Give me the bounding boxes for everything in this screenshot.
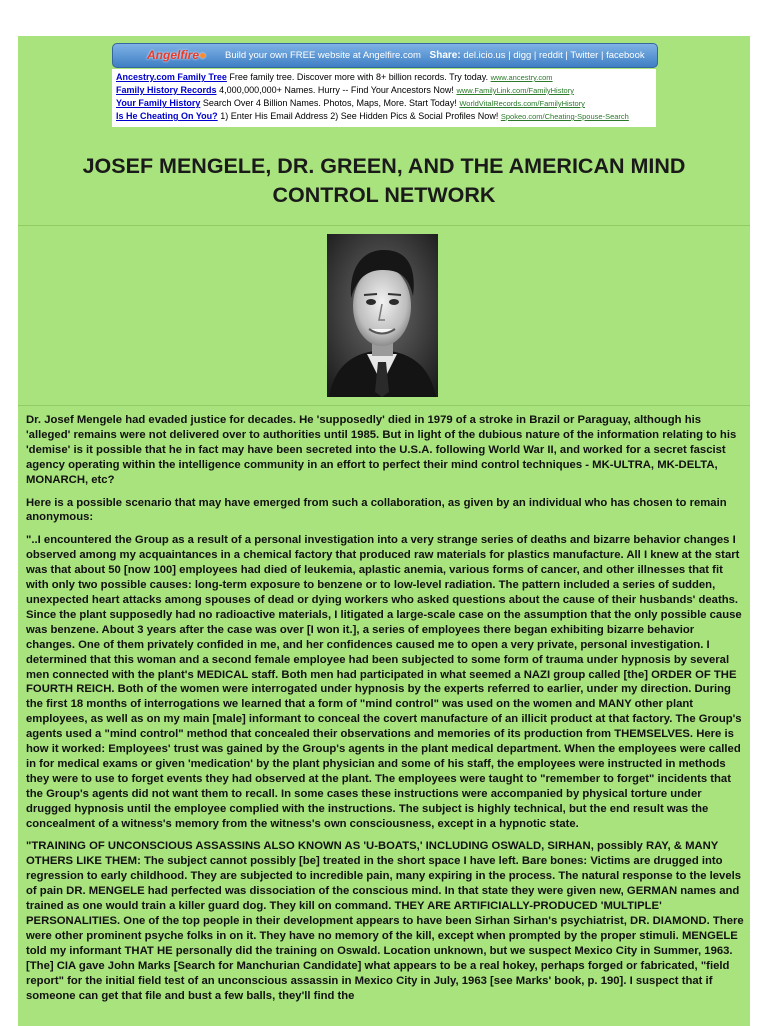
document-page <box>18 36 750 1026</box>
ad-url-link[interactable]: WorldVitalRecords.com/FamilyHistory <box>459 99 585 108</box>
ad-url-link[interactable]: www.FamilyLink.com/FamilyHistory <box>456 86 574 95</box>
divider <box>18 225 750 226</box>
ad-text: Free family tree. Discover more with 8+ billion records. Try today. <box>229 72 489 82</box>
sponsored-ads <box>112 69 656 127</box>
ad-item <box>116 110 652 123</box>
portrait-image <box>327 234 438 397</box>
angelfire-logo[interactable]: Angelfire● <box>147 48 207 62</box>
ad-title-link[interactable]: Your Family History <box>116 98 201 108</box>
paragraph: Dr. Josef Mengele had evaded justice for decades. He 'supposedly' died in 1979 of a stroke in Brazil or Paraguay, although his 'alleged' remains were not delivered over to authorities until 1985. But in light of the dubious nature of the information relating to his 'demise' is it possible that he in fact may have been secreted into the U.S.A. following World War II, and worked for a secret fascist agency operating within the intelligence community in an effort to perfect their mind control techniques - MK-ULTRA, MK-DELTA, MONARCH, etc? <box>26 414 737 486</box>
flame-icon: ● <box>199 48 207 62</box>
paragraph: "..I encountered the Group as a result of a personal investigation into a very strange series of deaths and bizarre behavior changes I observed among my acquaintances in a chemical factory that produced raw materials for plastics manufacture. All I knew at the start was that about 50 [now 100] employees had died of leukemia, aplastic anemia, various forms of cancer, and other illnesses that fit with only two possible causes: long-term exposure to benzene or to low-level radiation. The pattern included a series of sudden, unexpected heart attacks among spouses of dead or dying workers who asked questions about the cause of their husbands' deaths. Since the plant supposedly had no radioactive materials, I litigated a large-scale case on the assumption that the only possible cause was benzene. About 3 years after the case was over [I won it.], a series of employees there began exhibiting bizarre behavior changes. One of them privately confided in me, and her confidences caused me to open a very private, personal investigation. I determined that this woman and a second female employee had been subjected to some form of trauma under hypnosis by several men connected with the plant's MEDICAL staff. Both men had participated in what seemed a NAZI group called [the] ORDER OF THE FOURTH REICH. Both of the women were interrogated under hypnosis by the experts referred to earlier, under my direction. During the first 18 months of interrogations we learned that a form of "mind control" was used on the women and MANY other plant employees, as well as on my main [male] informant to conceal the covert manufacture of an illicit product at that factory. The Group's agents used a "mind control" method that concealed their observations and memories of its production from THEMSELVES. Here is how it worked: Employees' trust was gained by the Group's agents in the plant medical department. When the employees were called in for medical exams or given 'medication' by the plant physician and some of his staff, the employees were instructed in methods they were to use to forget events they had observed at the plant. The employees were taught to "remember to forget" incidents that the Group's agents did not want them to recall. In some cases these instructions were accompanied by physical torture under drugged hypnosis until the employee complied with the instructions. The subject is highly technical, but the end result was the concealment of a witness's memory from the witness's own consciousness, except in a hypnotic state. <box>26 534 742 830</box>
paragraph: Here is a possible scenario that may have emerged from such a collaboration, as given by an individual who has chosen to remain anonymous: <box>26 496 727 524</box>
ad-text: Search Over 4 Billion Names. Photos, Maps, More. Start Today! <box>202 98 457 108</box>
angelfire-toolbar <box>112 43 658 68</box>
ad-item <box>116 97 652 110</box>
ad-title-link[interactable]: Ancestry.com Family Tree <box>116 72 227 82</box>
paragraph: "TRAINING OF UNCONSCIOUS ASSASSINS ALSO KNOWN AS 'U-BOATS,' INCLUDING OSWALD, SIRHAN, possibly RAY, & MANY OTHERS LIKE THEM: The subject cannot possibly [be] treated in the short space I have left. Bare bones: Victims are drugged into regression to early childhood. They are subjected to incredible pain, many expiring in the process. The natural response to the levels of pain DR. MENGELE had perfected was dissociation of the conscious mind. In that state they were given new, GERMAN names and trained as one would train a killer guard dog. They kill on command. THEY ARE ARTIFICIALLY-PRODUCED 'MULTIPLE' PERSONALITIES. One of the top people in their development appears to have been Sirhan Sirhan's psychiatrist, DR. DIAMOND. There were other prominent psyche folks in on it. They have no memory of the kill, except when prompted by the proper stimuli. MENGELE told my informant THAT HE personally did the training on Oswald. Location unknown, but we suspect Mexico City in Summer, 1963. [The] CIA gave John Marks [Search for Manchurian Candidate] what appears to be a real hokey, perhaps forged or fabricated, "field report" for the initial field test of an unconscious assassin in Mexico City in July, 1963 [see Marks' book, p. 190]. I suspect that if someone can get that file and bust a few balls, they'll find the <box>26 840 744 1002</box>
portrait-photo <box>327 234 438 397</box>
ad-text: 1) Enter His Email Address 2) See Hidden Pics & Social Profiles Now! <box>220 111 499 121</box>
ad-url-link[interactable]: Spokeo.com/Cheating-Spouse-Search <box>500 112 629 121</box>
angelfire-promo-link[interactable]: Build your own FREE website at Angelfire.com <box>225 50 421 61</box>
share-links[interactable]: del.icio.us | digg | reddit | Twitter | facebook <box>463 50 645 61</box>
ad-url-link[interactable]: www.ancestry.com <box>490 73 553 82</box>
page-title: JOSEF MENGELE, DR. GREEN, AND THE AMERICAN MIND CONTROL NETWORK <box>82 154 686 207</box>
ad-title-link[interactable]: Family History Records <box>116 85 217 95</box>
ad-title-link[interactable]: Is He Cheating On You? <box>116 111 218 121</box>
ad-item <box>116 84 652 97</box>
share-label: Share: <box>429 50 461 61</box>
ad-item <box>116 71 652 84</box>
article-body <box>26 413 744 1011</box>
ad-text: 4,000,000,000+ Names. Hurry -- Find Your Ancestors Now! <box>219 85 454 95</box>
divider <box>18 405 750 406</box>
